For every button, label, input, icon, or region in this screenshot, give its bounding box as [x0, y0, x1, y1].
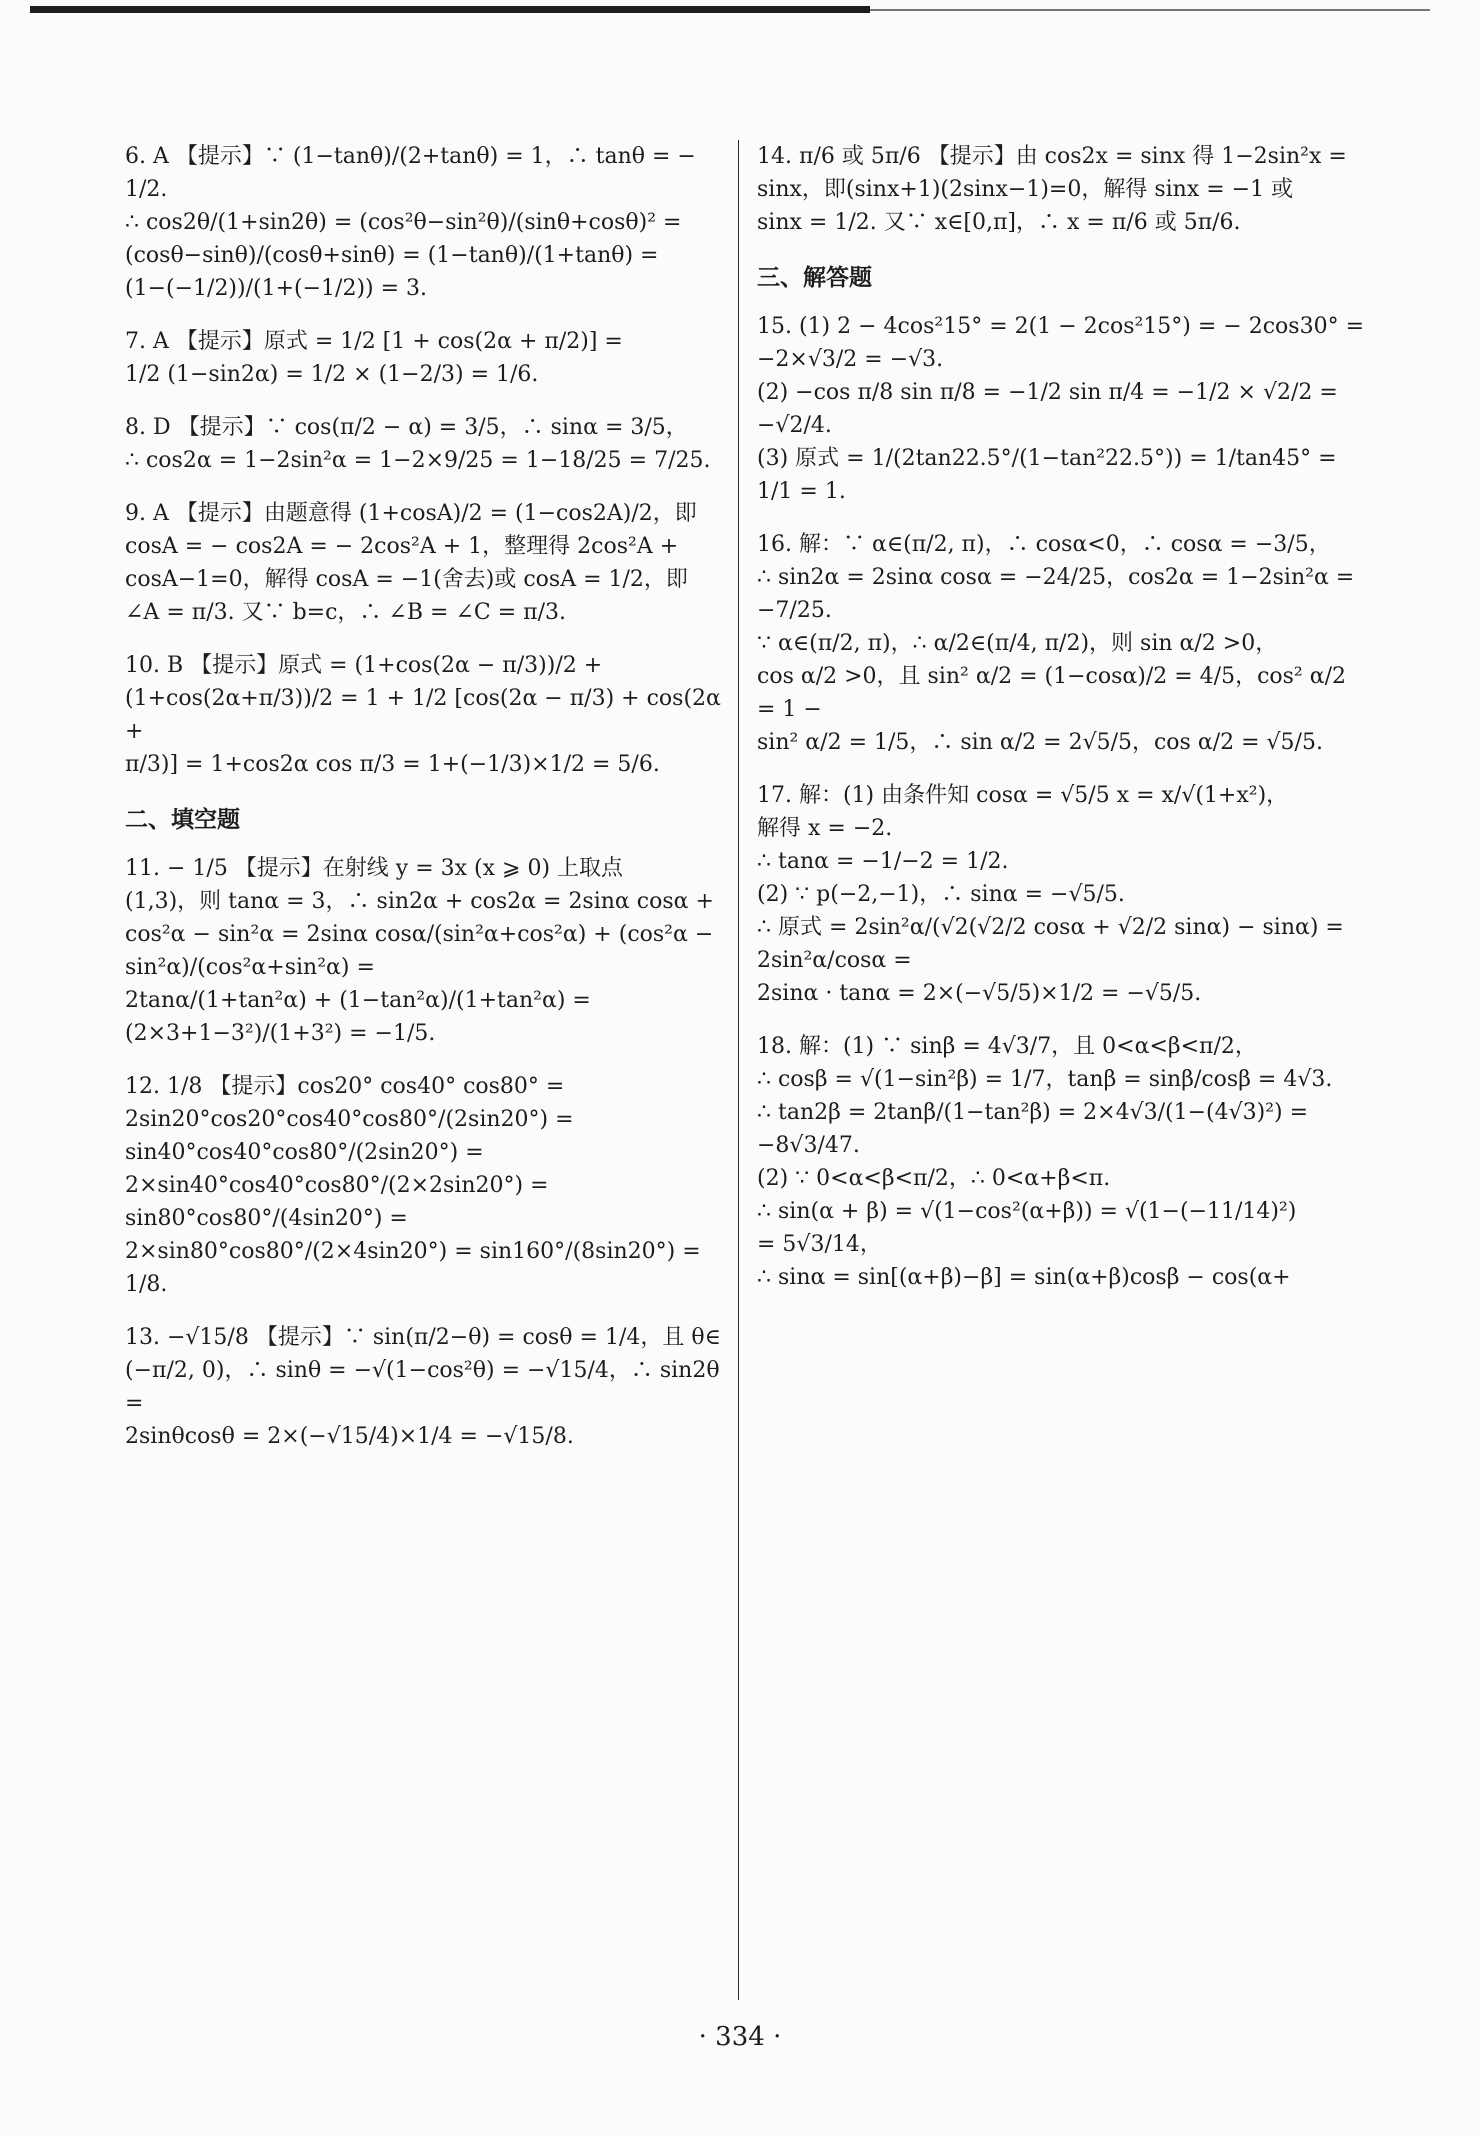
page-number: · 334 · [698, 2022, 782, 2052]
right-column [757, 140, 1367, 1314]
answer-paragraph: 15. (1) 2 − 4cos²15° = 2(1 − 2cos²15°) = − 2cos30° = −2×√3/2 = −√3. (2) −cos π/8 sin π/8 = −1/2 sin π/4 = −1/2 × √2/2 = −√2/4. (3) 原式 = 1/(2tan22.5°/(1−tan²22.5°)) = 1/tan45° = 1/1 = 1. [757, 314, 1365, 504]
answer-paragraph: 7. A 【提示】原式 = 1/2 [1 + cos(2α + π/2)] = 1/2 (1−sin2α) = 1/2 × (1−2/3) = 1/6. [125, 329, 623, 387]
answer-paragraph: 6. A 【提示】∵ (1−tanθ)/(2+tanθ) = 1，∴ tanθ = − 1/2. ∴ cos2θ/(1+sin2θ) = (cos²θ−sin²θ)/(sinθ+cosθ)² = (cosθ−sinθ)/(cosθ+sinθ) = (1−tanθ)/(1+tanθ) = (1−(−1/2))/(1+(−1/2)) = 3. [125, 144, 696, 301]
answer-paragraph: 16. 解：∵ α∈(π/2, π)，∴ cosα<0，∴ cosα = −3/5， ∴ sin2α = 2sinα cosα = −24/25，cos2α = 1−2sin²α = −7/25. ∵ α∈(π/2, π)，∴ α/2∈(π/4, π/2)，则 sin α/2 >0， cos α/2 >0，且 sin² α/2 = (1−cosα)/2 = 4/5，cos² α/2 = 1 − sin² α/2 = 1/5，∴ sin α/2 = 2√5/5，cos α/2 = √5/5. [757, 532, 1355, 755]
section-heading: 三、解答题 [757, 265, 872, 291]
answer-paragraph: 18. 解：(1) ∵ sinβ = 4√3/7，且 0<α<β<π/2， ∴ cosβ = √(1−sin²β) = 1/7，tanβ = sinβ/cosβ = 4√3. ∴ tan2β = 2tanβ/(1−tan²β) = 2×4√3/(1−(4√3)²) = −8√3/47. (2) ∵ 0<α<β<π/2，∴ 0<α+β<π. ∴ sin(α + β) = √(1−cos²(α+β)) = √(1−(−11/14)²) = 5√3/14， ∴ sinα = sin[(α+β)−β] = sin(α+β)cosβ − cos(α+ [757, 1034, 1333, 1290]
left-column [125, 140, 735, 1473]
answer-paragraph: 9. A 【提示】由题意得 (1+cosA)/2 = (1−cos2A)/2，即 cosA = − cos2A = − 2cos²A + 1，整理得 2cos²A + cosA−1=0，解得 cosA = −1(舍去)或 cosA = 1/2，即 ∠A = π/3. 又∵ b=c，∴ ∠B = ∠C = π/3. [125, 501, 697, 625]
answer-paragraph: 13. −√15/8 【提示】∵ sin(π/2−θ) = cosθ = 1/4，且 θ∈ (−π/2, 0)，∴ sinθ = −√(1−cos²θ) = −√15/4，∴ sin2θ = 2sinθcosθ = 2×(−√15/4)×1/4 = −√15/8. [125, 1325, 721, 1449]
answer-paragraph: 14. π/6 或 5π/6 【提示】由 cos2x = sinx 得 1−2sin²x = sinx，即(sinx+1)(2sinx−1)=0，解得 sinx = −1 或 sinx = 1/2. 又∵ x∈[0,π]，∴ x = π/6 或 5π/6. [757, 144, 1347, 235]
top-rule-thin [870, 9, 1430, 11]
section-heading: 二、填空题 [125, 807, 240, 833]
answer-paragraph: 17. 解：(1) 由条件知 cosα = √5/5 x = x/√(1+x²)， 解得 x = −2. ∴ tanα = −1/−2 = 1/2. (2) ∵ p(−2,−1)，∴ sinα = −√5/5. ∴ 原式 = 2sin²α/(√2(√2/2 cosα + √2/2 sinα) − sinα) = 2sin²α/cosα = 2sinα · tanα = 2×(−√5/5)×1/2 = −√5/5. [757, 783, 1344, 1006]
answer-paragraph: 10. B 【提示】原式 = (1+cos(2α − π/3))/2 + (1+cos(2α+π/3))/2 = 1 + 1/2 [cos(2α − π/3) + cos(2α + π/3)] = 1+cos2α cos π/3 = 1+(−1/3)×1/2 = 5/6. [125, 653, 721, 777]
answer-paragraph: 8. D 【提示】∵ cos(π/2 − α) = 3/5，∴ sinα = 3/5， ∴ cos2α = 1−2sin²α = 1−2×9/25 = 1−18/25 = 7/25. [125, 415, 711, 473]
answer-paragraph: 11. − 1/5 【提示】在射线 y = 3x (x ⩾ 0) 上取点 (1,3)，则 tanα = 3，∴ sin2α + cos2α = 2sinα cosα + cos²α − sin²α = 2sinα cosα/(sin²α+cos²α) + (cos²α − sin²α)/(cos²α+sin²α) = 2tanα/(1+tan²α) + (1−tan²α)/(1+tan²α) = (2×3+1−3²)/(1+3²) = −1/5. [125, 856, 714, 1046]
column-divider [738, 140, 739, 2000]
top-rule [30, 6, 870, 13]
answer-paragraph: 12. 1/8 【提示】cos20° cos40° cos80° = 2sin20°cos20°cos40°cos80°/(2sin20°) = sin40°cos40°cos80°/(2sin20°) = 2×sin40°cos40°cos80°/(2×2sin20°) = sin80°cos80°/(4sin20°) = 2×sin80°cos80°/(2×4sin20°) = sin160°/(8sin20°) = 1/8. [125, 1074, 701, 1297]
